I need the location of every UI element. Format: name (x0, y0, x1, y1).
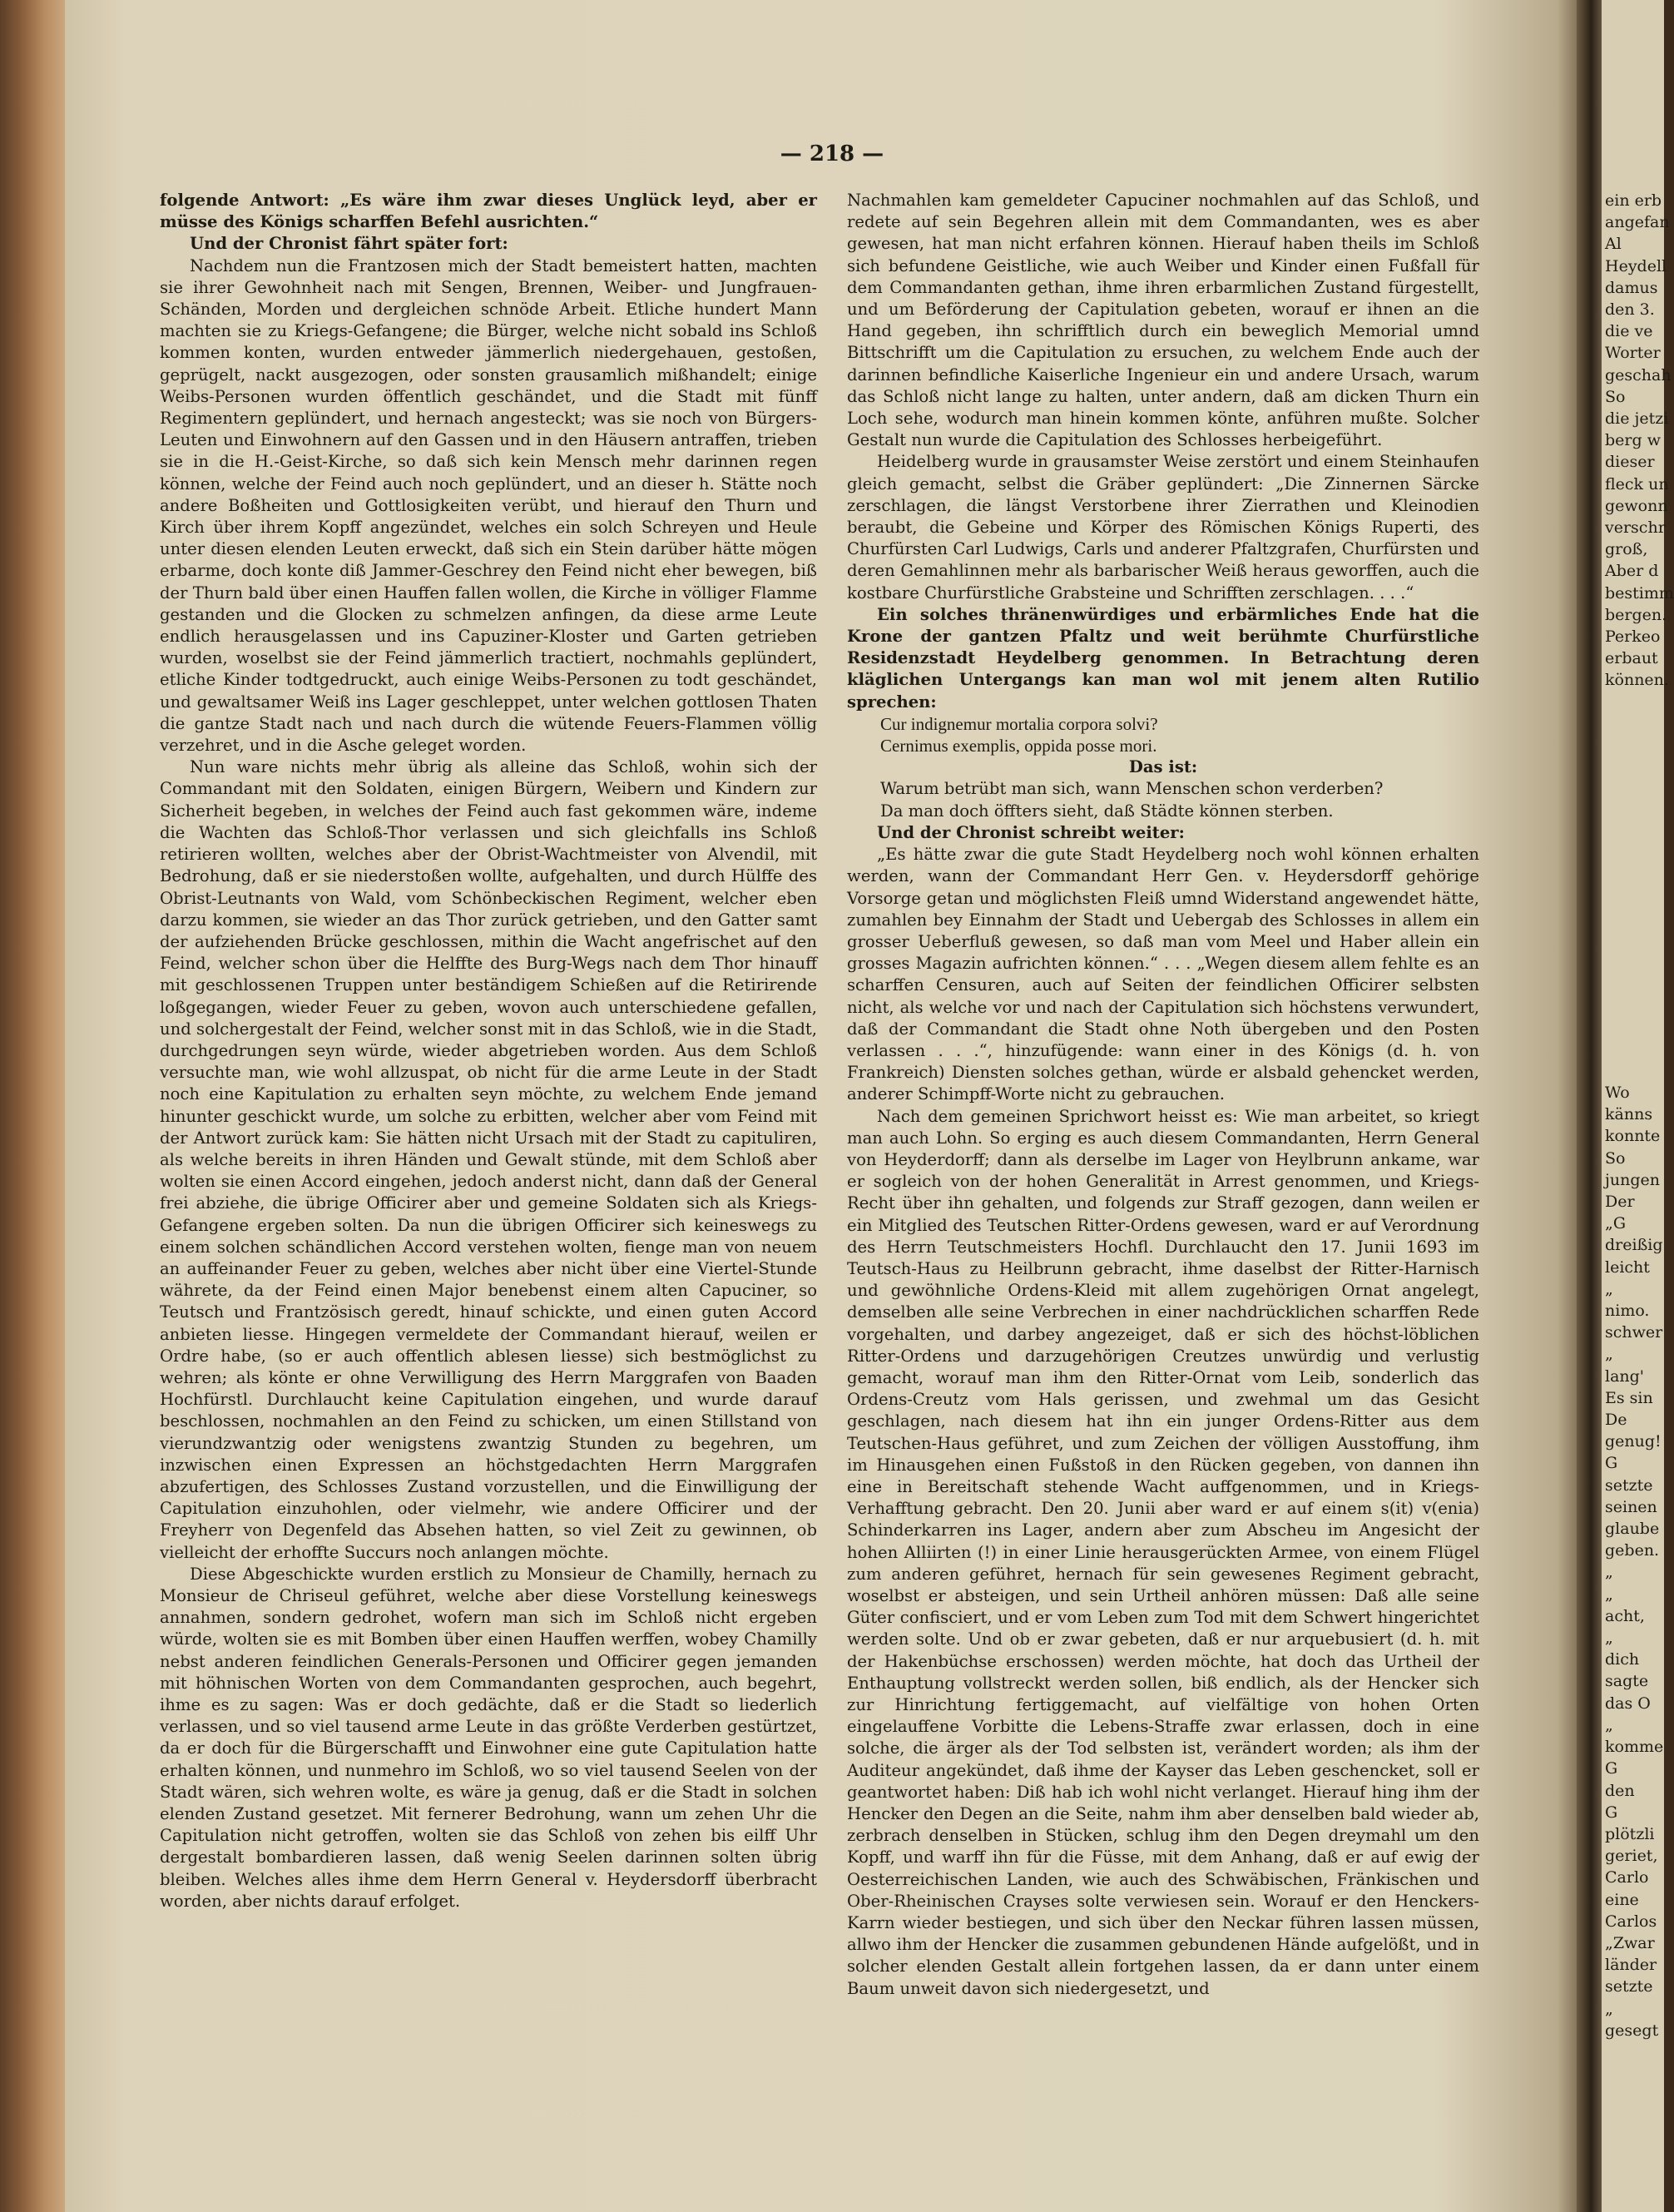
text-fragment: seinen (1605, 1497, 1657, 1516)
text-fragment: Heydell (1605, 256, 1667, 275)
text-fragment: lang' (1605, 1366, 1645, 1386)
text-fragment: den 3. (1605, 300, 1655, 320)
text-fragment: Aber d (1605, 562, 1659, 581)
text-fragment: nimo. (1605, 1302, 1650, 1321)
text-fragment: angefan (1605, 213, 1670, 232)
text-fragment: groß, (1605, 540, 1648, 559)
verse-intro: Das ist: (1128, 757, 1198, 777)
verse-line: Warum betrübt man sich, wann Menschen schon verderben? (880, 779, 1384, 799)
text-fragment: gewonn (1605, 496, 1668, 515)
paragraph: Ein solches thränenwürdiges und erbärmliches Ende hat die Krone der gantzen Pfaltz und weit berühmte Churfürstliche Residenzstadt Heydelberg genommen. In Betrachtung deren kläglichen Untergangs kan man wol mit jenem alten Rutilio sprechen: (847, 604, 1479, 712)
text-fragment: Carlo (1605, 1868, 1649, 1887)
text-fragment: dreißig (1605, 1236, 1663, 1255)
paragraph: Nachmahlen kam gemeldeter Capuciner nochmahlen auf das Schloß, und redete auf sein Begehren allein mit dem Commandanten, wes es aber gewesen, hat man nicht erfahren können. Hierauf haben theils im Schloß sich befundene Geistliche, wie auch Weiber und Kinder einen Fußfall für dem Commandanten gethan, ihme ihren erbarmlichen Zustand fürgestellt, und um Beförderung der Capitulation gebeten, worauf er ihnen an die Hand gegeben, ihn schrifftlich durch ein beweglich Memorial umnd Bittschrifft um die Capitulation zu ersuchen, zu welchem Ende auch der darinnen befindliche Kaiserliche Ingenieur ein und andere Ursach, warum das Schloß nicht lange zu halten, unter andern, daß am dicken Thurn ein Loch sehe, wodurch man hinein kommen könte, anführen mußte. Solcher Gestalt nun wurde die Capitulation des Schlosses herbeigeführt. (847, 191, 1479, 450)
text-fragment: känns (1605, 1105, 1653, 1124)
paragraph: Heidelberg wurde in grausamster Weise zerstört und einem Steinhaufen gleich gemacht, selbst die Gräber geplündert: „Die Zinnernen Särcke zerschlagen, die längst Verstorbene ihrer Zierrathen und Kleinodien beraubt, die Gebeine und Körper des Römischen Königs Ruperti, des Churfürsten Carl Ludwigs, Carls und anderer Pfaltzgrafen, Churfürsten und deren Gemahlinnen mehr als barbarischer Weiß heraus geworffen, auch die kostbare Churfürstliche Grabsteine und Schrifften zerschlagen. . . .“ (847, 452, 1479, 603)
text-fragment: dich (1605, 1650, 1640, 1669)
verse-line: Da man doch öffters sieht, daß Städte können sterben. (880, 801, 1334, 821)
next-page-fragments-top (1602, 190, 1674, 692)
paragraph: folgende Antwort: „Es wäre ihm zwar dieses Unglück leyd, aber er müsse des Königs scharffen Befehl ausrichten.“ (160, 191, 817, 232)
text-fragment: „G (1605, 1214, 1627, 1233)
text-fragment: berg w (1605, 431, 1661, 450)
text-fragment: Es sin (1605, 1388, 1653, 1407)
left-column (160, 190, 817, 2021)
latin-verse-line: Cernimus exemplis, oppida posse mori. (880, 736, 1157, 756)
text-fragment: glaube (1605, 1520, 1660, 1539)
text-fragment: G (1605, 1759, 1618, 1778)
right-column (847, 190, 1479, 2021)
text-fragment: können. (1605, 671, 1669, 690)
text-fragment: Al (1605, 235, 1622, 254)
text-fragment: sagte (1605, 1672, 1649, 1691)
text-fragment: „ (1605, 1585, 1613, 1604)
text-fragment: „ (1605, 1629, 1613, 1648)
paragraph: Nun ware nichts mehr übrig als alleine das Schloß, wohin sich der Commandant mit den Soldaten, einigen Bürgern, Weibern und Kindern zur Sicherheit begeben, in welches der Feind auch fast gekommen wäre, indeme die Wachten das Schloß-Thor verlassen und sich gleichfalls ins Schloß retirieren wollten, welches aber der Obrist-Wachtmeister von Alvendil, mit Bedrohung, daß er sie niederstoßen wollte, aufgehalten, und durch Hülffe des Obrist-Leutnants von Wald, vom Schönbeckischen Regiment, welcher eben darzu kommen, sie wieder an das Thor zurück getrieben, und den Gatter samt der aufziehenden Brücke geschlossen, mithin die Wacht angefrischet auf den Feind, welcher schon über die Helffte des Burg-Wegs nach dem Thor hinauff mit geschlossenen Truppen unter beständigem Schießen auf die Retirirende loßgegangen, wieder Feuer zu geben, wovon auch unterschiedene gefallen, und solchergestalt der Feind, welcher sonst mit in das Schloß, wie in die Stadt, durchgedrungen seyn würde, wieder abgetrieben worden. Aus dem Schloß versuchte man, wie wohl allzuspat, ob nicht für die arme Leute in der Stadt noch eine Kapitulation zu erhalten seyn möchte, zu welchem Ende jemand hinunter geschickt wurde, um solche zu erbitten, welcher aber vom Feind mit der Antwort zurück kam: Sie hätten nicht Ursach mit der Stadt zu capituliren, als welche bereits in ihren Händen und Gewalt stünde, mit dem Schloß aber wolten sie einen Accord eingehen, jedoch anderst nicht, dann daß der General frei abziehe, die übrige Officirer aber und gemeine Soldaten sich als Kriegs-Gefangene ergeben solten. Da nun die übrigen Officirer sich keineswegs zu einem solchen schändlichen Accord verstehen wolten, fienge man von neuem an auffeinander Feuer zu geben, welches aber nicht über eine Viertel-Stunde währete, da der Feind einen Major benebenst einem alten Capuciner, so Teutsch und Frantzösisch geredt, hinauf schickte, und einen guten Accord anbieten liesse. Hingegen vermeldete der Commandant hierauf, weilen er Ordre habe, (so er auch offentlich ablesen liesse) sich bestmöglichst zu wehren; als könte er ohne Verwilligung des Herrn Marggrafen von Baaden Hochfürstl. Durchlaucht keine Capitulation eingehen, und wurde darauf beschlossen, nochmahlen an den Feind zu schicken, um einen Stillstand von vierundzwantzig oder wenigstens zwantzig Stunden zu begehren, um inzwischen einen Expressen an höchstgedachten Herrn Marggrafen abzufertigen, des Schlosses Zustand vorzustellen, und die Einwilligung der Capitulation einzuhohlen, oder vielmehr, wie andere Officirer und der Freyherr von Degenfeld das Absehen hatten, so viel Zeit zu gewinnen, ob vielleicht der erhoffte Succurs noch anlangen möchte. (160, 757, 818, 1562)
text-fragment: dieser (1605, 453, 1655, 472)
text-fragment: setzte (1605, 1475, 1653, 1495)
text-fragment: plötzli (1605, 1824, 1655, 1843)
next-page-edge (1602, 0, 1674, 2212)
paragraph: Diese Abgeschickte wurden erstlich zu Monsieur de Chamilly, hernach zu Monsieur de Chriseul geführet, welche aber diese Vorstellung keineswegs annahmen, sondern gedrohet, wofern man sich im Schloß nicht ergeben würde, wolten sie es mit Bomben über einen Hauffen werffen, wobey Chamilly nebst anderen feindlichen Generals-Personen und Officirer gegen jemanden mit höhnischen Worten von dem Commandanten gesprochen, auch begehrt, ihme es zu sagen: Was er doch gedächte, daß er die Stadt so liederlich verlassen, und so viel tausend arme Leute in das größte Verderben gestürtzet, da er doch für die Bürgerschafft und Einwohner eine gute Capitulation hatte erhalten können, und nunmehro im Schloß, wo so viel tausend Seelen von der Stadt wären, sich wehren wolte, es wäre ja genug, daß er die Stadt in solchen elenden Zustand gesetzet. Mit fernerer Bedrohung, wann um zehen Uhr die Capitulation nicht getroffen, wolten sie das Schloß von zehen bis eilff Uhr dergestalt bombardieren lassen, daß wenig Seelen darinnen solten übrig bleiben. Welches alles ihme dem Herrn General v. Heydersdorff überbracht worden, aber nichts darauf erfolget. (160, 1564, 817, 1911)
text-fragment: Der (1605, 1193, 1635, 1212)
text-fragment: länder (1605, 1956, 1657, 1975)
text-fragment: „ (1605, 1279, 1613, 1298)
text-fragment: Carlos (1605, 1912, 1657, 1931)
text-fragment: geben. (1605, 1541, 1660, 1560)
text-fragment: „ (1605, 1715, 1613, 1734)
text-fragment: So (1605, 387, 1626, 406)
text-fragment: die ve (1605, 322, 1653, 341)
text-fragment: Wo (1605, 1084, 1630, 1102)
text-fragment: komme (1605, 1738, 1664, 1757)
text-fragment: das O (1605, 1694, 1651, 1713)
text-fragment: geschah (1605, 365, 1672, 384)
text-fragment: ein erb (1605, 191, 1662, 210)
page-number: — 218 — (780, 141, 884, 166)
text-fragment: bestimm (1605, 583, 1674, 603)
text-fragment: acht, (1605, 1606, 1645, 1625)
text-fragment: jungen (1605, 1170, 1661, 1189)
text-fragment: bergen. (1605, 605, 1667, 624)
paragraph: Und der Chronist fährt später fort: (190, 234, 508, 254)
text-fragment: geriet, (1605, 1847, 1658, 1866)
text-fragment: die jetzi (1605, 409, 1669, 429)
text-fragment: Worter (1605, 344, 1661, 363)
text-fragment: erbaut (1605, 649, 1658, 668)
next-page-fragments-bottom (1602, 1082, 1664, 2041)
text-fragment: De (1605, 1411, 1627, 1430)
text-fragment: „ (1605, 1563, 1613, 1582)
paragraph: Nachdem nun die Frantzosen mich der Stadt bemeistert hatten, machten sie ihrer Gewohnheit nach mit Sengen, Brennen, Weiber- und Jungfrauen-Schänden, Morden und dergleichen schnöde Arbeit. Etliche hundert Mann machten sie zu Kriegs-Gefangene; die Bürger, welche nicht sobald ins Schloß kommen konten, wurden entweder jämmerlich niedergehauen, gestoßen, geprügelt, nackt ausgezogen, oder sonsten grausamlich mißhandelt; einige Weibs-Personen wurden öffentlich geschändet, und die Stadt mit fünff Regimentern geplündert, und hernach angesteckt; was sie noch von Bürgers-Leuten und Einwohnern auf den Gassen und in den Häusern antraffen, trieben sie in die H.-Geist-Kirche, so daß sich kein Mensch mehr darinnen regen können, welche der Feind auch noch geplündert, und an dieser h. Stätte noch andere Boßheiten und Gottlosigkeiten verübt, und hierauf den Thurn und Kirch über ihrem Kopff angezündet, welches ein solch Schreyen und Heule unter diesen elenden Leuten erweckt, daß sich ein Stein darüber hätte mögen erbarme, doch konte diß Jammer-Geschrey den Feind nicht eher bewegen, biß der Thurn bald über einen Hauffen fallen wollen, die Kirche in völliger Flamme gestanden und die Glocken zu schmelzen anfingen, da diese arme Leute endlich herausgelassen und ins Capuziner-Kloster und Garten getrieben wurden, woselbst sie der Feind jämmerlich tractiert, nochmahls geplündert, etliche Kinder todtgedruckt, auch einige Weibs-Personen zu todt geschändet, und gewaltsamer Weiß ins Lager geschleppet, unter welchen gottlosen Thaten die gantze Stadt nach und nach durch die wütende Feuers-Flammen völlig verzehret, und in die Asche geleget worden. (160, 255, 817, 756)
text-fragment: fleck un (1605, 474, 1669, 493)
text-fragment: schwer (1605, 1323, 1663, 1342)
text-fragment: „ (1605, 1345, 1613, 1364)
text-fragment: G (1605, 1454, 1618, 1473)
text-fragment: eine (1605, 1890, 1639, 1909)
paragraph: Und der Chronist schreibt weiter: (877, 822, 1185, 842)
text-fragment: gesegt (1605, 2021, 1659, 2040)
text-fragment: damus (1605, 278, 1658, 297)
text-fragment: G (1605, 1803, 1618, 1822)
text-fragment: „Zwar (1605, 1933, 1655, 1952)
text-fragment: So (1605, 1148, 1626, 1168)
text-fragment: konnte (1605, 1127, 1661, 1146)
text-fragment: verschr (1605, 518, 1666, 538)
latin-verse-line: Cur indignemur mortalia corpora solvi? (880, 713, 1158, 734)
text-fragment: Perkeo (1605, 627, 1661, 647)
text-fragment: „ (1605, 1999, 1613, 2018)
text-fragment: den (1605, 1781, 1635, 1800)
book-edge (0, 0, 65, 2212)
text-fragment: genug! (1605, 1432, 1662, 1451)
text-fragment: setzte (1605, 1977, 1653, 1996)
paragraph: „Es hätte zwar die gute Stadt Heydelberg noch wohl können erhalten werden, wann der Commandant Herr Gen. v. Heydersdorff gehörige Vorsorge getan und möglichsten Fleiß umnd Widerstand angewendet hätte, zumahlen bey Einnahm der Stadt und Uebergab des Schlosses in allem ein grosser Ueberfluß gewesen, so daß man vom Meel und Haber allein ein grosses Magazin aufrichten können.“ . . . „Wegen diesem allem fehlte es an scharffen Censuren, auch auf Seiten der feindlichen Officirer selbsten nicht, als welche vor und nach der Capitulation sich höchstens verwundert, daß der Commandant die Stadt ohne Noth übergeben und den Posten verlassen . . .“, hinzufügende: wann einer in des Königs (d. h. von Frankreich) Diensten solches gethan, würde er alsbald gehencket werden, anderer Schimpff-Worte nicht zu gebrauchen. (847, 845, 1479, 1104)
text-fragment: leicht (1605, 1257, 1650, 1277)
paragraph: Nach dem gemeinen Sprichwort heisst es: Wie man arbeitet, so kriegt man auch Lohn. So erging es auch diesem Commandanten, Herrn General von Heyderdorff; dann als derselbe im Lager von Heylbrunn ankame, war er sogleich von der hohen Generalität in Arrest genommen, und Kriegs-Recht über ihn gehalten, und folgends zur Straff gezogen, dann weilen er ein Mitglied des Teutschen Ritter-Ordens gewesen, ward er auf Verordnung des Herrn Teutschmeisters Hochfl. Durchlaucht den 17. Junii 1693 im Teutsch-Haus zu Heilbrunn gebracht, ihme daselbst der Ritter-Harnisch und gewöhnliche Ordens-Kleid mit allem zugehörigen Ornat angelegt, demselben alle seine Verbrechen in einer nachdrücklichen scharffen Rede vorgehalten, und darbey angezeiget, daß er sich des höchst-löblichen Ritter-Ordens und darzugehörigen Creutzes unwürdig und verlustig gemacht, worauf man ihm den Ritter-Ornat vom Leib, sonderlich das Ordens-Creutz vom Hals gerissen, und zwehmal um das Gesicht geschlagen, nach diesem hat ihn ein junger Ordens-Ritter aus dem Teutschen-Haus geführet, und zum Zeichen der völligen Ausstoffung, ihm im Hinausgehen einen Fußstoß in den Rücken gegeben, von dannen ihn eine in Bereitschaft stehende Wacht auffgenommen, und in Kriegs-Verhafftung gebracht. Den 20. Junii aber ward er auf einem s(it) v(enia) Schinderkarren ins Lager, andern aber zum Abscheu im Angesicht der hohen Alliirten (!) in einer Linie herausgerückten Armee, von einem Flügel zum anderen geführet, hernach für sein gewesenes Regiment gebracht, woselbst er absteigen, und sein Urtheil anhören müssen: Daß alle seine Güter confisciert, und er vom Leben zum Tod mit dem Schwert hingerichtet werden solte. Und ob er zwar gebeten, daß er nur arquebusiert (d. h. mit der Hakenbüchse erschossen) werden möchte, hat doch das Urtheil der Enthauptung vollstreckt werden sollen, biß endlich, als der Hencker sich zur Hinrichtung fertiggemacht, auf vielfältige von hohen Orten eingelauffene Vorbitte die Lebens-Straffe zwar erlassen, doch in eine solche, die ärger als der Tod selbsten ist, verändert worden; als ihm der Auditeur angekündet, daß ihme der Kayser das Leben geschencket, soll er geantwortet haben: Diß hab ich wohl nicht verlanget. Hierauf hing ihm der Hencker den Degen an die Seite, nahm ihm aber denselben bald wieder ab, zerbrach denselben in Stücken, schlug ihm den Degen dreymahl um den Kopff, und warff ihn für die Füsse, mit dem Anhang, daß er auf ewig der Oesterreichischen Landen, wie auch des Schwäbischen, Fränkischen und Ober-Rheinischen Crayses solte verwiesen sein. Worauf er den Henckers-Karrn wieder bestiegen, und sich über den Neckar führen lassen müssen, allwo ihm der Hencker die zusammen gebundenen Hände aufgelößt, und in solcher elenden Gestalt allein fortgehen lassen, da er dann unter einem Baum unweit davon sich niedergesetzt, und (847, 1106, 1479, 1998)
